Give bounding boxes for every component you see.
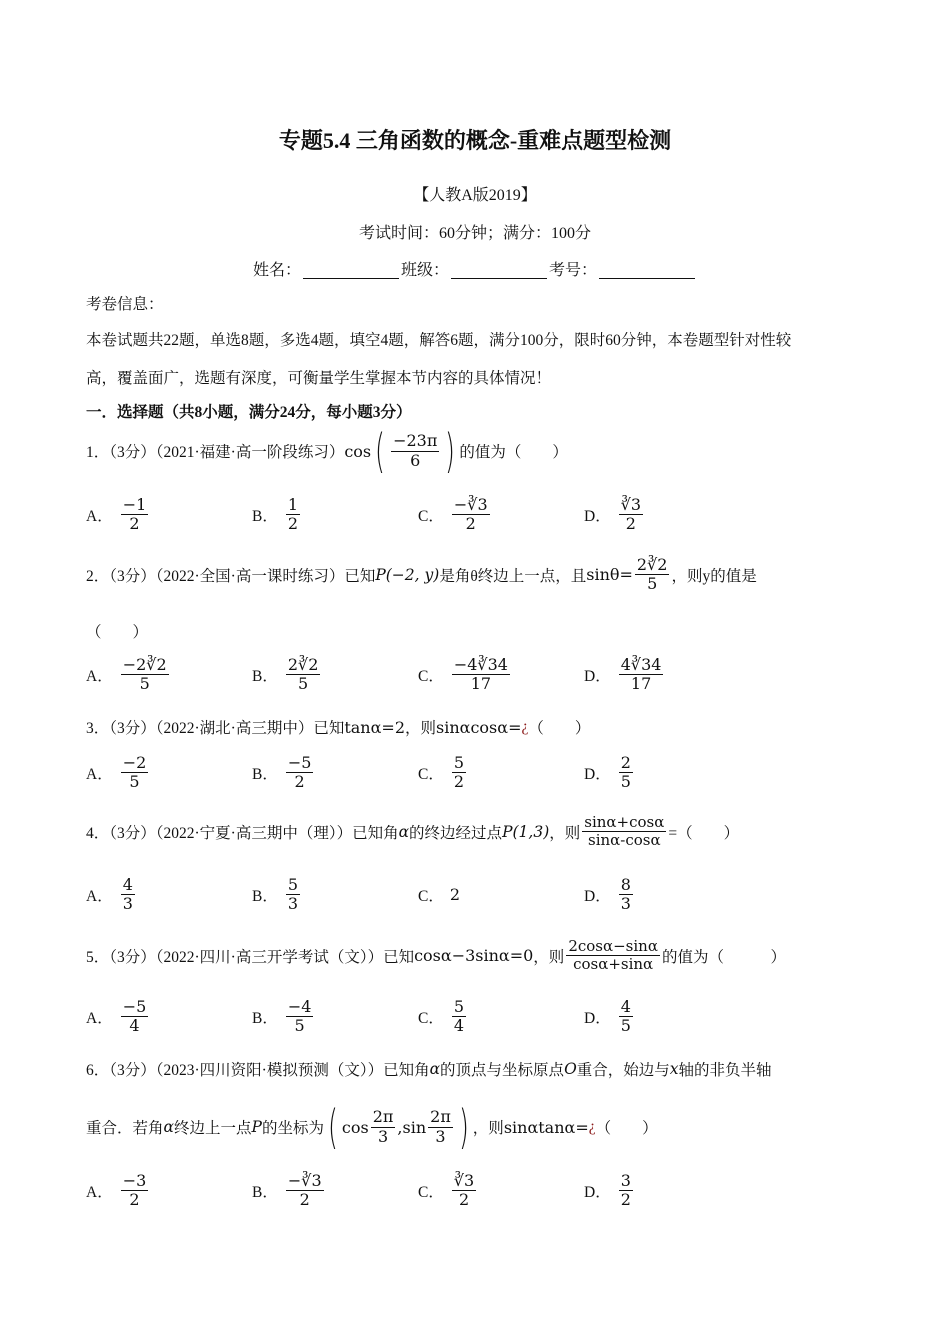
option-fraction bbox=[121, 496, 149, 534]
option-fraction bbox=[452, 656, 510, 694]
question-4 bbox=[86, 814, 739, 850]
option-den: 2 bbox=[458, 1190, 470, 1210]
q2-option-a[interactable] bbox=[86, 656, 252, 694]
option-label: A． bbox=[86, 1009, 113, 1027]
q6-line2-e: ，则 bbox=[472, 1120, 504, 1137]
q6-options bbox=[86, 1172, 846, 1210]
question-2 bbox=[86, 556, 757, 594]
q6-coord-den-1: 3 bbox=[377, 1126, 389, 1146]
q1-options bbox=[86, 496, 846, 534]
option-num: −4 bbox=[287, 997, 312, 1016]
option-fraction bbox=[452, 754, 466, 792]
option-den: 2 bbox=[620, 1190, 631, 1210]
option-num: −1 bbox=[122, 495, 147, 514]
option-num: −∛3 bbox=[287, 1171, 322, 1190]
q6-line2-c: 终边上一点 bbox=[173, 1120, 252, 1137]
option-text: 2 bbox=[449, 885, 461, 905]
q4-prefix: 4．（3分）（2022·宁夏·高三期中（理））已知角 bbox=[86, 824, 399, 842]
q5-option-b[interactable] bbox=[252, 998, 418, 1036]
left-paren-icon: ( bbox=[327, 1100, 338, 1154]
question-1 bbox=[86, 424, 568, 478]
option-num: −5 bbox=[287, 753, 312, 772]
q2-suffix: ，则y的值是 bbox=[671, 567, 757, 585]
q6-mid3: 轴的非负半轴 bbox=[678, 1062, 772, 1079]
q6-expr: sinαtanα= bbox=[503, 1117, 589, 1137]
option-label: D． bbox=[584, 887, 611, 905]
left-paren-icon: ( bbox=[375, 424, 386, 478]
edition-label: 【人教A版2019】 bbox=[413, 187, 537, 204]
option-label: C． bbox=[418, 507, 444, 525]
info-line-2: 高，覆盖面广，选题有深度，可衡量学生掌握本节内容的具体情况！ bbox=[86, 370, 552, 387]
question-3 bbox=[86, 716, 590, 738]
q6-coord-num-2: 2π bbox=[430, 1107, 451, 1127]
q5-expr-den: cosα+sinα bbox=[573, 955, 654, 974]
q6-coord-fraction-1 bbox=[371, 1108, 396, 1146]
q6-origin: O bbox=[564, 1060, 577, 1078]
q6-coord-den-2: 3 bbox=[435, 1126, 446, 1146]
option-den: 2 bbox=[294, 772, 305, 792]
q2-cond-fraction bbox=[635, 556, 670, 594]
q3-option-c[interactable] bbox=[418, 754, 584, 792]
q5-prefix: 5．（3分）（2022·四川·高三开学考试（文））已知 bbox=[86, 948, 415, 966]
option-fraction bbox=[286, 876, 300, 914]
option-num: −3 bbox=[122, 1171, 147, 1190]
id-blank bbox=[599, 262, 695, 279]
q1-prefix: 1．（3分）（2021·福建·高一阶段练习） bbox=[86, 444, 345, 461]
option-label: C． bbox=[418, 1183, 444, 1201]
option-den: 17 bbox=[470, 674, 492, 694]
option-den: 4 bbox=[453, 1016, 465, 1036]
option-den: 2 bbox=[287, 514, 299, 534]
option-label: D． bbox=[584, 1183, 611, 1201]
option-num: 4 bbox=[620, 997, 631, 1016]
option-label: B． bbox=[252, 887, 278, 905]
q4-expr-den: sinα-cosα bbox=[588, 831, 661, 850]
q6-option-c[interactable] bbox=[418, 1172, 584, 1210]
option-den: 2 bbox=[299, 1190, 310, 1210]
option-fraction bbox=[286, 656, 321, 694]
option-den: 5 bbox=[294, 1016, 305, 1036]
q5-expr-fraction bbox=[566, 938, 660, 974]
right-paren-icon: ) bbox=[458, 1100, 469, 1154]
q2-cond-den: 5 bbox=[647, 574, 658, 594]
option-label: C． bbox=[418, 667, 444, 685]
option-den: 5 bbox=[620, 772, 631, 792]
option-den: 5 bbox=[298, 674, 309, 694]
q1-arg-num: −23π bbox=[393, 431, 438, 451]
option-den: 2 bbox=[129, 1190, 140, 1210]
option-label: A． bbox=[86, 1183, 113, 1201]
option-label: D． bbox=[584, 667, 611, 685]
q2-option-b[interactable] bbox=[252, 656, 418, 694]
option-den: 2 bbox=[129, 514, 140, 534]
option-den: 3 bbox=[122, 894, 133, 914]
option-num: 5 bbox=[453, 753, 465, 772]
option-fraction bbox=[286, 1172, 324, 1210]
question-6 bbox=[86, 1058, 772, 1080]
q2-prefix: 2．（3分）（2022·全国·高一课时练习）已知 bbox=[86, 567, 376, 585]
option-num: −4∛34 bbox=[453, 655, 508, 674]
q6-option-d[interactable] bbox=[584, 1172, 750, 1210]
q3-cond: tanα=2 bbox=[344, 717, 405, 737]
option-den: 5 bbox=[620, 1016, 631, 1036]
option-fraction bbox=[121, 754, 149, 792]
option-label: D． bbox=[584, 1009, 611, 1027]
option-fraction bbox=[121, 656, 169, 694]
option-label: B． bbox=[252, 667, 278, 685]
option-label: B． bbox=[252, 507, 278, 525]
option-fraction bbox=[121, 876, 135, 914]
q6-coord-cos: cos bbox=[341, 1117, 369, 1137]
q4-option-b[interactable] bbox=[252, 876, 418, 914]
option-num: 4 bbox=[122, 875, 133, 894]
q6-x: x bbox=[669, 1060, 679, 1078]
option-label: C． bbox=[418, 1009, 444, 1027]
q6-mid2: 重合，始边与 bbox=[576, 1062, 670, 1079]
name-label: 姓名： bbox=[252, 262, 301, 279]
q5-suffix: 的值为（ ） bbox=[661, 948, 786, 966]
option-den: 2 bbox=[465, 514, 476, 534]
option-num: 3 bbox=[620, 1171, 631, 1190]
q4-options bbox=[86, 876, 846, 914]
q6-alpha: α bbox=[429, 1060, 441, 1078]
option-fraction bbox=[619, 1172, 633, 1210]
q5-option-d[interactable] bbox=[584, 998, 750, 1036]
name-blank bbox=[303, 262, 399, 279]
option-label: A． bbox=[86, 667, 113, 685]
q4-suffix: =（ ） bbox=[668, 824, 740, 842]
q4-expr-fraction bbox=[582, 814, 666, 850]
option-den: 3 bbox=[287, 894, 299, 914]
option-fraction bbox=[619, 754, 633, 792]
q1-option-b[interactable] bbox=[252, 496, 418, 534]
option-label: A． bbox=[86, 887, 113, 905]
q6-line2-alpha: α bbox=[163, 1118, 174, 1136]
option-den: 5 bbox=[129, 772, 140, 792]
class-blank bbox=[451, 262, 547, 279]
option-num: ∛3 bbox=[453, 1171, 475, 1190]
q2-mid: 是角θ终边上一点，且 bbox=[439, 567, 587, 585]
option-fraction bbox=[452, 998, 466, 1036]
class-label: 班级： bbox=[400, 262, 449, 279]
q4-mid2: ，则 bbox=[549, 824, 581, 842]
option-num: −∛3 bbox=[453, 495, 488, 514]
option-label: A． bbox=[86, 507, 113, 525]
q2-cond: sinθ= bbox=[586, 565, 633, 585]
q6-option-b[interactable] bbox=[252, 1172, 418, 1210]
q5-option-a[interactable] bbox=[86, 998, 252, 1036]
question-5 bbox=[86, 938, 786, 974]
info-line-1: 本卷试题共22题，单选8题，多选4题，填空4题，解答6题，满分100分，限时60分钟，本卷题型针对性较 bbox=[86, 332, 792, 349]
q6-prefix: 6．（3分）（2023·四川资阳·模拟预测（文））已知角 bbox=[86, 1062, 430, 1079]
q3-option-d[interactable] bbox=[584, 754, 750, 792]
q2-point: P(−2, y) bbox=[375, 565, 440, 584]
option-num: 2 bbox=[620, 753, 631, 772]
q1-option-c[interactable] bbox=[418, 496, 584, 534]
q6-inverted-mark: ¿ bbox=[588, 1118, 596, 1135]
option-fraction bbox=[286, 998, 314, 1036]
q5-mid: ，则 bbox=[533, 948, 565, 966]
q1-arg-fraction bbox=[391, 432, 439, 470]
right-paren-icon: ) bbox=[445, 424, 456, 478]
q5-cond: cosα−3sinα=0 bbox=[414, 946, 534, 966]
option-label: C． bbox=[418, 765, 444, 783]
id-label: 考号： bbox=[549, 262, 598, 279]
option-num: −5 bbox=[122, 997, 147, 1016]
q1-arg-den: 6 bbox=[410, 450, 421, 470]
q2-cond-num: 2∛2 bbox=[636, 555, 668, 574]
option-num: −2 bbox=[122, 753, 147, 772]
q2-option-d[interactable] bbox=[584, 656, 750, 694]
option-label: B． bbox=[252, 1183, 278, 1201]
q4-expr-num: sinα+cosα bbox=[584, 813, 665, 831]
option-num: 2∛2 bbox=[287, 655, 319, 674]
option-label: C． bbox=[418, 887, 444, 905]
option-label: B． bbox=[252, 765, 278, 783]
q3-options bbox=[86, 754, 846, 792]
q6-line2-d: 的坐标为 bbox=[261, 1120, 324, 1137]
q1-func: cos bbox=[344, 441, 372, 461]
section-title: 一．选择题（共8小题，满分24分，每小题3分） bbox=[86, 404, 412, 421]
q4-option-c[interactable] bbox=[418, 876, 584, 914]
option-fraction bbox=[619, 496, 643, 534]
q3-mid: ，则 bbox=[405, 720, 437, 737]
q6-line2-a: 重合．若角 bbox=[86, 1120, 164, 1137]
option-den: 4 bbox=[129, 1016, 140, 1036]
option-fraction bbox=[452, 1172, 476, 1210]
q2-continuation: （ ） bbox=[86, 624, 149, 641]
option-num: 8 bbox=[620, 875, 631, 894]
q5-option-c[interactable] bbox=[418, 998, 584, 1036]
option-label: D． bbox=[584, 507, 611, 525]
info-heading: 考卷信息： bbox=[86, 296, 164, 313]
option-den: 17 bbox=[630, 674, 652, 694]
q3-option-a[interactable] bbox=[86, 754, 252, 792]
q3-option-b[interactable] bbox=[252, 754, 418, 792]
q6-coord-fraction-2 bbox=[428, 1108, 453, 1146]
question-6-line-2 bbox=[86, 1100, 658, 1154]
q3-suffix: （ ） bbox=[528, 720, 591, 737]
option-fraction bbox=[121, 1172, 149, 1210]
q1-suffix: 的值为（ ） bbox=[459, 444, 568, 461]
q6-option-a[interactable] bbox=[86, 1172, 252, 1210]
option-num: 4∛34 bbox=[620, 655, 662, 674]
option-fraction bbox=[619, 998, 633, 1036]
option-num: 5 bbox=[453, 997, 465, 1016]
q5-options bbox=[86, 998, 846, 1036]
option-label: B． bbox=[252, 1009, 278, 1027]
option-num: 1 bbox=[287, 495, 299, 514]
option-fraction bbox=[619, 876, 633, 914]
q6-suffix: （ ） bbox=[595, 1120, 658, 1137]
option-den: 2 bbox=[625, 514, 636, 534]
q6-coord-sin: ,sin bbox=[397, 1117, 427, 1137]
option-num: 5 bbox=[287, 875, 299, 894]
q4-mid: 的终边经过点 bbox=[409, 824, 503, 842]
q4-point: P(1,3) bbox=[502, 822, 550, 841]
q2-option-c[interactable] bbox=[418, 656, 584, 694]
q4-option-a[interactable] bbox=[86, 876, 252, 914]
q6-line2-p: P bbox=[251, 1118, 262, 1136]
q3-inverted-mark: ¿ bbox=[521, 718, 529, 735]
option-fraction bbox=[452, 496, 490, 534]
q3-expr: sinαcosα= bbox=[436, 717, 522, 737]
page-title: 专题5.4 三角函数的概念-重难点题型检测 bbox=[278, 128, 672, 153]
option-num: −2∛2 bbox=[122, 655, 167, 674]
option-den: 5 bbox=[139, 674, 150, 694]
option-den: 3 bbox=[620, 894, 631, 914]
option-den: 2 bbox=[453, 772, 465, 792]
option-num: ∛3 bbox=[620, 495, 642, 514]
q2-options bbox=[86, 656, 846, 694]
q4-alpha: α bbox=[398, 822, 410, 841]
q1-option-d[interactable] bbox=[584, 496, 750, 534]
q1-option-a[interactable] bbox=[86, 496, 252, 534]
option-fraction bbox=[286, 496, 300, 534]
q6-mid: 的顶点与坐标原点 bbox=[440, 1062, 565, 1079]
q3-prefix: 3．（3分）（2022·湖北·高三期中）已知 bbox=[86, 720, 345, 737]
q6-coord-num-1: 2π bbox=[372, 1107, 394, 1127]
exam-info: 考试时间：60分钟；满分：100分 bbox=[358, 225, 591, 242]
q4-option-d[interactable] bbox=[584, 876, 750, 914]
option-fraction bbox=[286, 754, 314, 792]
option-label: A． bbox=[86, 765, 113, 783]
student-info-line bbox=[0, 257, 950, 280]
option-fraction bbox=[619, 656, 664, 694]
option-fraction bbox=[121, 998, 149, 1036]
q5-expr-num: 2cosα−sinα bbox=[568, 937, 658, 955]
option-label: D． bbox=[584, 765, 611, 783]
